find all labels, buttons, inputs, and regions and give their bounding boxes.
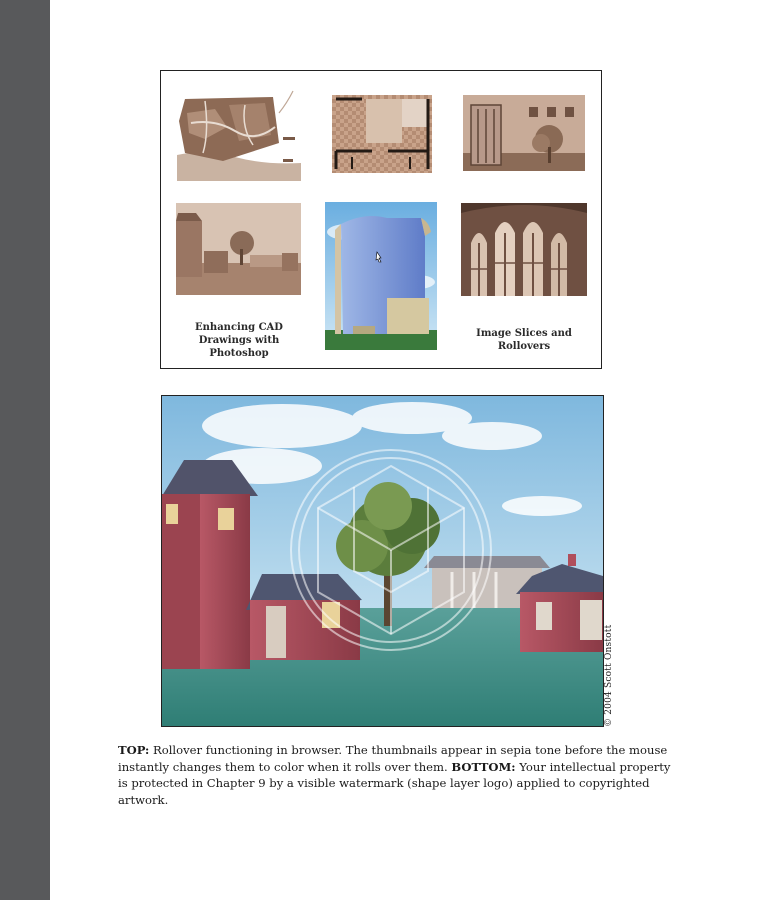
thumbnail-tower-active[interactable] bbox=[325, 202, 437, 350]
thumbnail-floor-plan[interactable] bbox=[332, 95, 432, 173]
thumbnail-facade[interactable] bbox=[463, 95, 585, 171]
figure-caption bbox=[118, 742, 678, 808]
caption-enhancing-cad: Enhancing CAD Drawings with Photoshop bbox=[195, 322, 283, 359]
thumbnail-site-map[interactable] bbox=[175, 83, 301, 181]
caption-bottom-label: BOTTOM: bbox=[451, 759, 516, 774]
thumbnail-village[interactable] bbox=[176, 203, 301, 295]
copyright-credit: © 2004 Scott Onstott bbox=[604, 624, 614, 727]
caption-top-label: TOP: bbox=[118, 743, 150, 757]
caption-bottom-text: Your intellectual property is protected in Chapter 9 by a visible watermark (shape layer logo) applied to copyrighted artwork. bbox=[118, 759, 671, 807]
thumbnail-cathedral[interactable] bbox=[461, 203, 587, 296]
caption-image-slices: Image Slices and Rollovers bbox=[476, 328, 572, 352]
page-side-bar bbox=[0, 0, 50, 900]
caption-top-text: Rollover functioning in browser. The thumbnails appear in sepia tone before the mouse instantly changes them to color when it rolls over them. bbox=[118, 743, 668, 774]
watermarked-rendering-figure bbox=[161, 395, 604, 727]
rollover-thumbnails-figure bbox=[160, 70, 602, 369]
